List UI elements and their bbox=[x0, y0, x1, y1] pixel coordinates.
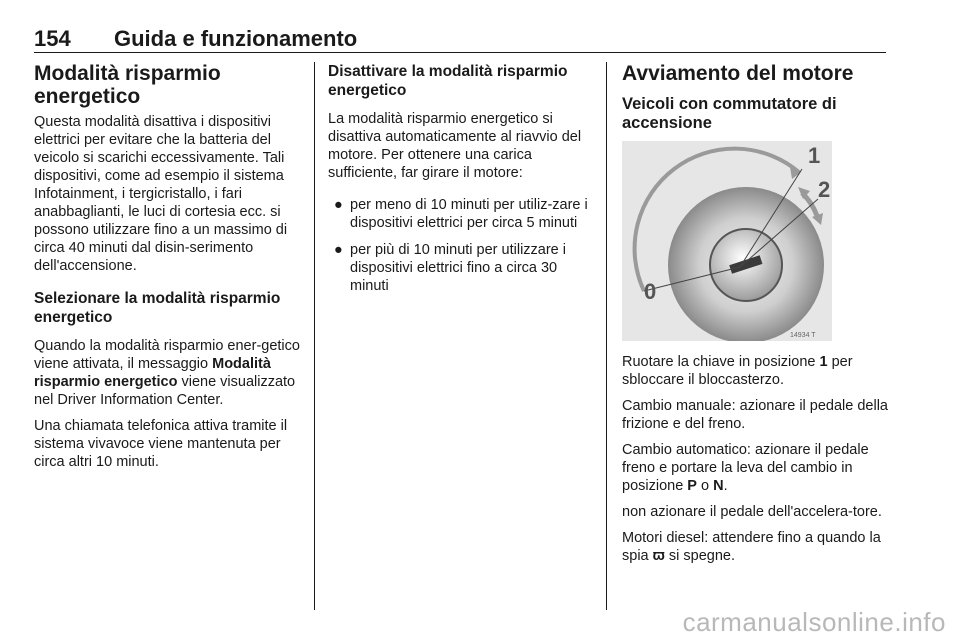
text-span: . bbox=[723, 478, 728, 494]
figure-code: 14934 T bbox=[790, 332, 816, 339]
column-middle bbox=[328, 62, 594, 304]
page-number: 154 bbox=[34, 26, 71, 51]
glow-plug-icon: ϖ bbox=[652, 548, 665, 564]
paragraph-turn-key bbox=[622, 353, 890, 389]
watermark: carmanualsonline.info bbox=[682, 607, 946, 637]
ignition-switch-figure bbox=[622, 141, 832, 341]
text-span: Motori diesel: attendere fino a quando la spia bbox=[622, 530, 881, 564]
heading-engine-start: Avviamento del motore bbox=[622, 62, 854, 85]
paragraph-phone-call: Una chiamata telefonica attiva tramite il sistema vivavoce viene mantenuta per circa altri 10 minuti. bbox=[34, 418, 288, 470]
paragraph-automatic-gearbox bbox=[622, 441, 890, 495]
text-span: Cambio automatico: azionare il pedale freno e portare la leva del cambio in posizione bbox=[622, 442, 869, 494]
list-item-text: per meno di 10 minuti per utiliz-zare i dispositivi elettrici per circa 5 minuti bbox=[350, 197, 588, 231]
bullet-icon: ● bbox=[334, 242, 343, 258]
heading-select-energy-saving: Selezionare la modalità risparmio energetico bbox=[34, 290, 281, 326]
position-label-2: 2 bbox=[818, 177, 831, 202]
heading-ignition-switch: Veicoli con commutatore di accensione bbox=[622, 95, 837, 132]
paragraph-manual-gearbox: Cambio manuale: azionare il pedale della frizione e del freno. bbox=[622, 398, 888, 432]
list-item bbox=[328, 241, 594, 295]
column-divider bbox=[314, 62, 315, 610]
page-header bbox=[34, 22, 886, 53]
gear-position-n: N bbox=[713, 478, 724, 494]
text-span: viene visualizzato nel Driver Information Center. bbox=[34, 374, 296, 408]
list-item bbox=[328, 196, 594, 232]
column-right bbox=[622, 62, 890, 573]
column-divider bbox=[606, 62, 607, 610]
paragraph-deactivate: La modalità risparmio energetico si disattiva automaticamente al riavvio del motore. Per ottenere una carica sufficiente, far girare il motore: bbox=[328, 111, 582, 181]
paragraph-activation bbox=[34, 337, 302, 409]
paragraph-intro: Questa modalità disattiva i dispositivi elettrici per evitare che la batteria del veicolo si scarichi eccessivamente. Tali dispositivi, come ad esempio il sistema Infotainment, i tergicristallo, i fari anabbaglianti, le luci di cortesia ecc. si possono utilizzare fino a un massimo di circa 40 minuti dal disin-serimento dell'accensione. bbox=[34, 114, 288, 274]
text-span: o bbox=[696, 478, 714, 494]
heading-energy-saving-mode: Modalità risparmio energetico bbox=[34, 62, 221, 108]
list-item-text: per più di 10 minuti per utilizzare i dispositivi elettrici fino a circa 30 minuti bbox=[350, 242, 566, 294]
position-number: 1 bbox=[819, 354, 828, 370]
bullet-icon: ● bbox=[334, 197, 343, 213]
text-span: per sbloccare il bloccasterzo. bbox=[622, 354, 853, 388]
paragraph-diesel bbox=[622, 529, 890, 565]
text-span: si spegne. bbox=[664, 548, 736, 564]
gear-position-p: P bbox=[687, 478, 697, 494]
position-label-1: 1 bbox=[808, 143, 821, 168]
heading-deactivate-energy-saving: Disattivare la modalità risparmio energetico bbox=[328, 63, 568, 99]
text-span: Quando la modalità risparmio ener-getico viene attivata, il messaggio bbox=[34, 338, 300, 372]
message-name: Modalità risparmio energetico bbox=[34, 356, 271, 390]
section-title: Guida e funzionamento bbox=[114, 26, 358, 51]
paragraph-accelerator: non azionare il pedale dell'accelera-tore. bbox=[622, 504, 882, 520]
column-left bbox=[34, 62, 302, 479]
bullet-list bbox=[328, 196, 594, 295]
text-span: Ruotare la chiave in posizione bbox=[622, 354, 820, 370]
position-label-0: 0 bbox=[644, 279, 657, 304]
